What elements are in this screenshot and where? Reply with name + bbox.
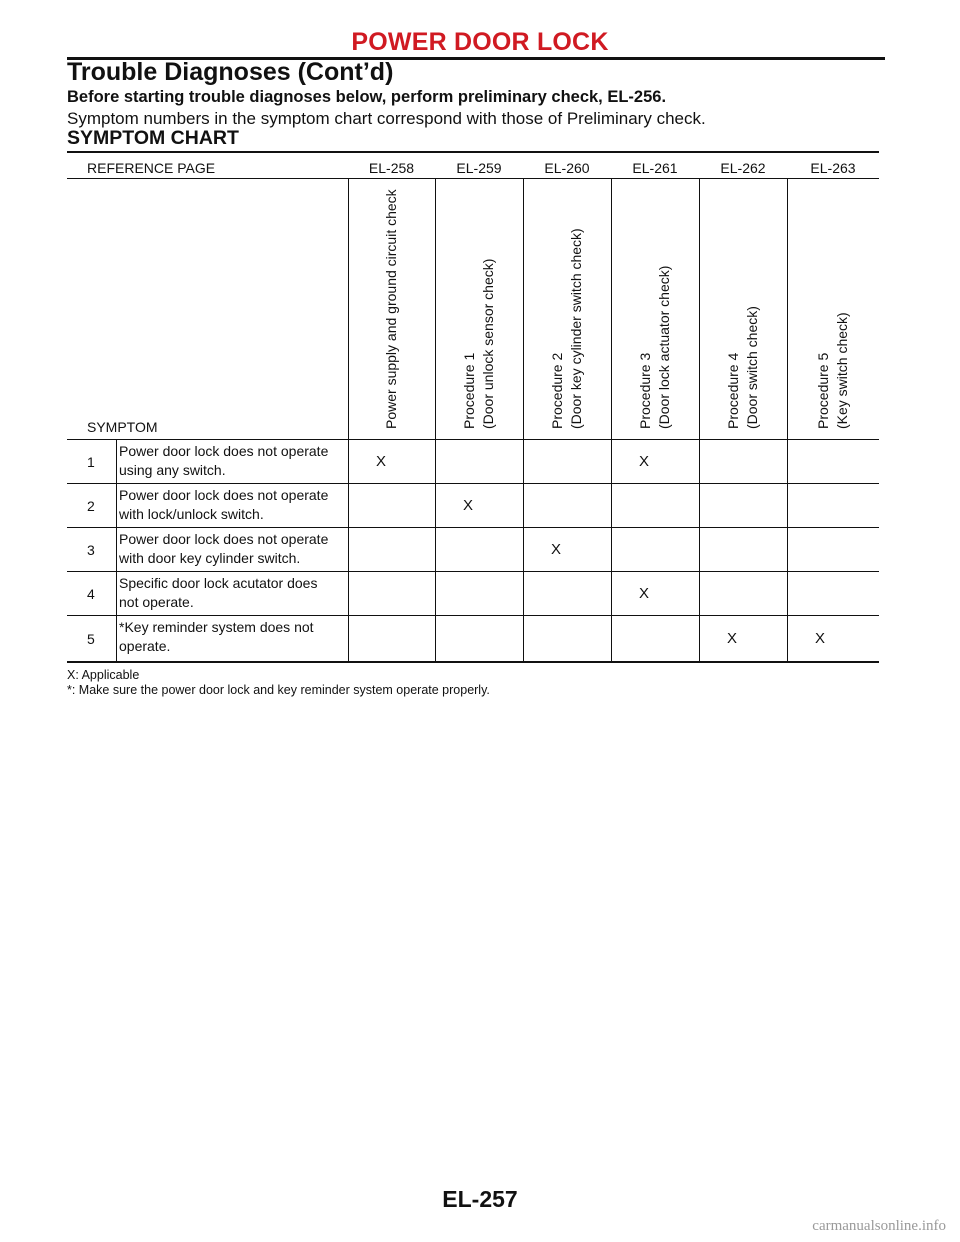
column-header-5 — [724, 306, 762, 429]
intro-bold-line: Before starting trouble diagnoses below, perform preliminary check, EL-256. — [67, 88, 667, 106]
column-header-3 — [548, 228, 586, 429]
symptom-number: 3 — [87, 542, 95, 558]
chart-notes — [67, 668, 490, 698]
column-subtitle: (Door unlock sensor check) — [480, 258, 496, 429]
header-bottom-rule — [67, 439, 879, 440]
chart-bottom-rule — [67, 661, 879, 663]
column-rule — [523, 178, 524, 663]
column-subtitle: (Door lock actuator check) — [656, 265, 672, 429]
symptom-label: SYMPTOM — [87, 419, 158, 435]
reference-page-2: EL-259 — [456, 160, 502, 176]
symptom-text-line: with lock/unlock switch. — [119, 506, 264, 522]
applicable-mark: X — [463, 497, 474, 514]
symptom-number: 5 — [87, 631, 95, 647]
section-title: POWER DOOR LOCK — [351, 28, 609, 56]
column-title: Procedure 2 — [549, 352, 565, 429]
applicable-mark: X — [551, 541, 562, 558]
symptom-text-line: with door key cylinder switch. — [119, 550, 301, 566]
reference-row-rule — [67, 178, 879, 179]
column-rule — [348, 178, 349, 663]
column-title: Procedure 5 — [815, 352, 831, 429]
column-rule — [699, 178, 700, 663]
chart-heading: SYMPTOM CHART — [67, 127, 239, 149]
applicable-mark: X — [376, 453, 387, 470]
note-asterisk: *: Make sure the power door lock and key reminder system operate properly. — [67, 683, 490, 697]
column-header-1 — [382, 189, 401, 429]
column-title: Procedure 4 — [725, 352, 741, 429]
column-subtitle: (Door switch check) — [744, 306, 760, 429]
row-rule — [67, 483, 879, 484]
note-applicable: X: Applicable — [67, 668, 140, 682]
column-header-4 — [636, 266, 674, 429]
column-rule — [611, 178, 612, 663]
reference-page-4: EL-261 — [632, 160, 678, 176]
symptom-text-line: Power door lock does not operate — [119, 487, 329, 503]
reference-page-label: REFERENCE PAGE — [87, 160, 216, 176]
reference-page-6: EL-263 — [810, 160, 856, 176]
page-subtitle: Trouble Diagnoses (Cont’d) — [67, 58, 394, 86]
row-rule — [67, 615, 879, 616]
column-title: Procedure 1 — [461, 352, 477, 429]
symptom-number: 1 — [87, 454, 95, 470]
intro-normal-line: Symptom numbers in the symptom chart correspond with those of Preliminary check. — [67, 109, 706, 128]
applicable-mark: X — [639, 453, 650, 470]
applicable-mark: X — [727, 630, 738, 647]
column-header-6 — [814, 312, 852, 429]
column-title: Procedure 3 — [637, 352, 653, 429]
symptom-text-line: Power door lock does not operate — [119, 531, 329, 547]
reference-page-3: EL-260 — [544, 160, 590, 176]
column-title: Power supply and ground circuit check — [383, 189, 399, 429]
symptom-text-line: Specific door lock acutator does — [119, 575, 318, 591]
column-subtitle: (Door key cylinder switch check) — [568, 228, 584, 429]
column-rule — [787, 178, 788, 663]
applicable-mark: X — [815, 630, 826, 647]
symptom-text-line: Power door lock does not operate — [119, 443, 329, 459]
symptom-chart — [67, 151, 879, 663]
reference-page-5: EL-262 — [720, 160, 766, 176]
symptom-text-line: not operate. — [119, 594, 194, 610]
page-number: EL-257 — [442, 1186, 518, 1212]
column-header-2 — [460, 259, 498, 429]
watermark: carmanualsonline.info — [812, 1218, 946, 1234]
row-rule — [67, 527, 879, 528]
symptom-text-line: operate. — [119, 638, 171, 654]
row-rule — [67, 571, 879, 572]
number-column-rule — [116, 439, 117, 661]
reference-page-1: EL-258 — [368, 160, 415, 176]
chart-top-rule — [67, 151, 879, 153]
applicable-mark: X — [639, 585, 650, 602]
symptom-text-line: using any switch. — [119, 462, 226, 478]
symptom-number: 4 — [87, 586, 95, 602]
column-subtitle: (Key switch check) — [834, 312, 850, 429]
symptom-text-line: *Key reminder system does not — [119, 619, 314, 635]
symptom-number: 2 — [87, 498, 95, 514]
column-rule — [435, 178, 436, 663]
